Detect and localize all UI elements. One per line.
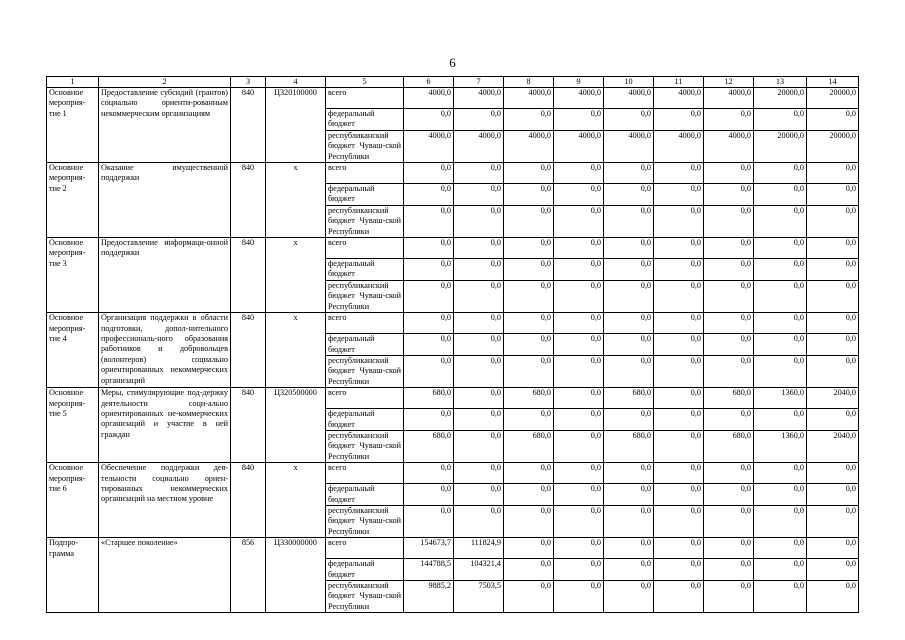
amount-cell: 680,0: [604, 430, 654, 462]
amount-cell: 0,0: [454, 109, 504, 131]
amount-cell: 0,0: [654, 205, 704, 237]
amount-cell: 0,0: [554, 484, 604, 506]
amount-cell: 0,0: [704, 109, 754, 131]
measure-type-cell: Подпро-грамма: [47, 538, 99, 613]
amount-cell: 4000,0: [654, 130, 704, 162]
amount-cell: 0,0: [504, 238, 554, 259]
column-number: 3: [231, 77, 266, 88]
amount-cell: 0,0: [807, 109, 859, 131]
amount-cell: 0,0: [554, 280, 604, 312]
amount-cell: 0,0: [704, 334, 754, 356]
amount-cell: 0,0: [604, 463, 654, 484]
measure-name-cell: Обеспечение поддержки дея-тельности социально ориен-тированных некоммерческих организаций на местном уровне: [99, 463, 231, 538]
budget-code-cell: Ц320100000: [266, 88, 326, 163]
funding-source-cell: федеральный бюджет: [326, 334, 404, 356]
amount-cell: 0,0: [754, 484, 807, 506]
funding-source-cell: республиканский бюджет Чуваш-ской Республики: [326, 430, 404, 462]
amount-cell: 0,0: [807, 238, 859, 259]
budget-code-cell: х: [266, 313, 326, 388]
amount-cell: 0,0: [454, 313, 504, 334]
column-number: 9: [554, 77, 604, 88]
amount-cell: 0,0: [404, 205, 454, 237]
amount-cell: 0,0: [807, 259, 859, 281]
amount-cell: 0,0: [754, 238, 807, 259]
amount-cell: 0,0: [754, 184, 807, 206]
amount-cell: 2040,0: [807, 430, 859, 462]
amount-cell: 0,0: [604, 581, 654, 613]
amount-cell: 0,0: [604, 109, 654, 131]
amount-cell: 0,0: [504, 109, 554, 131]
amount-cell: 0,0: [704, 559, 754, 581]
amount-cell: 0,0: [554, 313, 604, 334]
amount-cell: 0,0: [504, 334, 554, 356]
amount-cell: 4000,0: [504, 130, 554, 162]
amount-cell: 4000,0: [604, 130, 654, 162]
amount-cell: 0,0: [554, 109, 604, 131]
amount-cell: 0,0: [554, 163, 604, 184]
amount-cell: 0,0: [654, 163, 704, 184]
amount-cell: 680,0: [404, 388, 454, 409]
amount-cell: 0,0: [654, 430, 704, 462]
amount-cell: 0,0: [704, 238, 754, 259]
amount-cell: 0,0: [554, 538, 604, 559]
measure-name-cell: Оказание имущественной поддержки: [99, 163, 231, 238]
amount-cell: 0,0: [654, 559, 704, 581]
grbs-code-cell: 856: [231, 538, 266, 613]
amount-cell: 0,0: [404, 184, 454, 206]
amount-cell: 0,0: [454, 505, 504, 537]
amount-cell: 0,0: [554, 334, 604, 356]
amount-cell: 680,0: [404, 430, 454, 462]
amount-cell: 0,0: [604, 205, 654, 237]
amount-cell: 0,0: [654, 484, 704, 506]
amount-cell: 0,0: [604, 280, 654, 312]
measure-name-cell: Меры, стимулирующие под-держку деятельности соци-ально ориентированных не-коммерческих организаций и участие в ней граждан: [99, 388, 231, 463]
funding-source-cell: федеральный бюджет: [326, 559, 404, 581]
amount-cell: 104321,4: [454, 559, 504, 581]
amount-cell: 0,0: [754, 559, 807, 581]
amount-cell: 0,0: [504, 355, 554, 387]
amount-cell: 0,0: [704, 163, 754, 184]
amount-cell: 0,0: [654, 238, 704, 259]
amount-cell: 680,0: [704, 388, 754, 409]
amount-cell: 20000,0: [754, 130, 807, 162]
amount-cell: 20000,0: [807, 130, 859, 162]
amount-cell: 0,0: [454, 238, 504, 259]
measure-name-cell: Организация поддержки в области подготовки, допол-нительного профессиональ-ного образования работников и добровольцев (волонтеров) социально ориентированных некоммерческих организаций: [99, 313, 231, 388]
column-number: 2: [99, 77, 231, 88]
amount-cell: 0,0: [554, 463, 604, 484]
amount-cell: 1360,0: [754, 388, 807, 409]
amount-cell: 4000,0: [404, 130, 454, 162]
amount-cell: 0,0: [704, 355, 754, 387]
funding-source-cell: всего: [326, 538, 404, 559]
amount-cell: 0,0: [554, 505, 604, 537]
amount-cell: 154673,7: [404, 538, 454, 559]
amount-cell: 0,0: [704, 409, 754, 431]
column-number: 6: [404, 77, 454, 88]
amount-cell: 680,0: [504, 430, 554, 462]
funding-source-cell: федеральный бюджет: [326, 259, 404, 281]
amount-cell: 0,0: [654, 334, 704, 356]
column-number: 8: [504, 77, 554, 88]
amount-cell: 0,0: [604, 409, 654, 431]
budget-code-cell: Ц320500000: [266, 388, 326, 463]
amount-cell: 9885,2: [404, 581, 454, 613]
amount-cell: 0,0: [404, 280, 454, 312]
amount-cell: 0,0: [404, 163, 454, 184]
measure-type-cell: Основное мероприя-тие 3: [47, 238, 99, 313]
amount-cell: 0,0: [404, 463, 454, 484]
amount-cell: 0,0: [807, 505, 859, 537]
amount-cell: 0,0: [404, 334, 454, 356]
amount-cell: 0,0: [704, 205, 754, 237]
amount-cell: 0,0: [454, 355, 504, 387]
amount-cell: 0,0: [807, 409, 859, 431]
amount-cell: 0,0: [654, 259, 704, 281]
amount-cell: 0,0: [454, 334, 504, 356]
funding-source-cell: всего: [326, 88, 404, 109]
amount-cell: 0,0: [807, 538, 859, 559]
amount-cell: 144788,5: [404, 559, 454, 581]
amount-cell: 0,0: [404, 409, 454, 431]
funding-source-cell: республиканский бюджет Чуваш-ской Республики: [326, 280, 404, 312]
budget-code-cell: х: [266, 238, 326, 313]
amount-cell: 0,0: [754, 313, 807, 334]
amount-cell: 0,0: [604, 484, 654, 506]
amount-cell: 0,0: [454, 430, 504, 462]
measure-type-cell: Основное мероприя-тие 4: [47, 313, 99, 388]
column-number-row: [47, 77, 859, 88]
amount-cell: 0,0: [604, 184, 654, 206]
measure-type-cell: Основное мероприя-тие 2: [47, 163, 99, 238]
column-number: 10: [604, 77, 654, 88]
amount-cell: 0,0: [807, 205, 859, 237]
amount-cell: 0,0: [454, 184, 504, 206]
amount-cell: 0,0: [554, 184, 604, 206]
amount-cell: 0,0: [504, 313, 554, 334]
amount-cell: 0,0: [807, 559, 859, 581]
amount-cell: 0,0: [754, 259, 807, 281]
amount-cell: 2040,0: [807, 388, 859, 409]
amount-cell: 0,0: [807, 463, 859, 484]
amount-cell: 0,0: [554, 238, 604, 259]
amount-cell: 0,0: [454, 409, 504, 431]
amount-cell: 4000,0: [654, 88, 704, 109]
amount-cell: 0,0: [754, 280, 807, 312]
funding-source-cell: всего: [326, 313, 404, 334]
table-row: [47, 313, 859, 334]
column-number: 13: [754, 77, 807, 88]
amount-cell: 20000,0: [807, 88, 859, 109]
amount-cell: 1360,0: [754, 430, 807, 462]
amount-cell: 0,0: [554, 259, 604, 281]
funding-source-cell: всего: [326, 388, 404, 409]
budget-table: [46, 76, 859, 613]
amount-cell: 0,0: [654, 463, 704, 484]
column-number: 11: [654, 77, 704, 88]
amount-cell: 0,0: [754, 334, 807, 356]
amount-cell: 0,0: [504, 184, 554, 206]
amount-cell: 0,0: [504, 463, 554, 484]
table-row: [47, 463, 859, 484]
amount-cell: 4000,0: [704, 130, 754, 162]
amount-cell: 7503,5: [454, 581, 504, 613]
funding-source-cell: республиканский бюджет Чуваш-ской Республики: [326, 505, 404, 537]
amount-cell: 0,0: [807, 581, 859, 613]
amount-cell: 4000,0: [454, 88, 504, 109]
amount-cell: 0,0: [604, 334, 654, 356]
amount-cell: 0,0: [454, 205, 504, 237]
amount-cell: 0,0: [754, 505, 807, 537]
amount-cell: 4000,0: [704, 88, 754, 109]
amount-cell: 0,0: [754, 109, 807, 131]
amount-cell: 0,0: [604, 505, 654, 537]
amount-cell: 4000,0: [554, 130, 604, 162]
funding-source-cell: федеральный бюджет: [326, 184, 404, 206]
amount-cell: 0,0: [504, 581, 554, 613]
amount-cell: 0,0: [454, 280, 504, 312]
table-row: [47, 388, 859, 409]
amount-cell: 0,0: [454, 463, 504, 484]
amount-cell: 0,0: [504, 163, 554, 184]
amount-cell: 0,0: [404, 313, 454, 334]
amount-cell: 4000,0: [404, 88, 454, 109]
amount-cell: 0,0: [604, 559, 654, 581]
amount-cell: 680,0: [504, 388, 554, 409]
funding-source-cell: федеральный бюджет: [326, 109, 404, 131]
amount-cell: 0,0: [704, 313, 754, 334]
amount-cell: 0,0: [807, 484, 859, 506]
amount-cell: 0,0: [404, 355, 454, 387]
funding-source-cell: республиканский бюджет Чуваш-ской Республики: [326, 355, 404, 387]
amount-cell: 0,0: [554, 388, 604, 409]
amount-cell: 0,0: [504, 538, 554, 559]
amount-cell: 0,0: [807, 163, 859, 184]
funding-source-cell: республиканский бюджет Чуваш-ской Республики: [326, 130, 404, 162]
measure-type-cell: Основное мероприя-тие 6: [47, 463, 99, 538]
table-row: [47, 163, 859, 184]
grbs-code-cell: 840: [231, 88, 266, 163]
amount-cell: 0,0: [554, 355, 604, 387]
amount-cell: 0,0: [754, 538, 807, 559]
amount-cell: 0,0: [807, 184, 859, 206]
amount-cell: 0,0: [754, 205, 807, 237]
funding-source-cell: республиканский бюджет Чуваш-ской Республики: [326, 205, 404, 237]
amount-cell: 0,0: [807, 313, 859, 334]
amount-cell: 0,0: [554, 581, 604, 613]
amount-cell: 0,0: [807, 334, 859, 356]
measure-name-cell: Предоставление информаци-онной поддержки: [99, 238, 231, 313]
grbs-code-cell: 840: [231, 238, 266, 313]
amount-cell: 0,0: [504, 505, 554, 537]
funding-source-cell: всего: [326, 238, 404, 259]
column-number: 7: [454, 77, 504, 88]
amount-cell: 0,0: [404, 238, 454, 259]
amount-cell: 0,0: [754, 581, 807, 613]
amount-cell: 0,0: [704, 280, 754, 312]
amount-cell: 0,0: [404, 259, 454, 281]
amount-cell: 0,0: [704, 538, 754, 559]
amount-cell: 0,0: [704, 184, 754, 206]
table-row: [47, 88, 859, 109]
funding-source-cell: всего: [326, 463, 404, 484]
measure-name-cell: «Старшее поколение»: [99, 538, 231, 613]
amount-cell: 0,0: [654, 109, 704, 131]
grbs-code-cell: 840: [231, 388, 266, 463]
amount-cell: 0,0: [504, 280, 554, 312]
amount-cell: 0,0: [654, 184, 704, 206]
amount-cell: 0,0: [454, 163, 504, 184]
amount-cell: 111824,9: [454, 538, 504, 559]
amount-cell: 0,0: [704, 484, 754, 506]
amount-cell: 0,0: [654, 409, 704, 431]
measure-type-cell: Основное мероприя-тие 1: [47, 88, 99, 163]
amount-cell: 0,0: [654, 388, 704, 409]
column-number: 1: [47, 77, 99, 88]
amount-cell: 0,0: [554, 409, 604, 431]
grbs-code-cell: 840: [231, 313, 266, 388]
table-row: [47, 238, 859, 259]
amount-cell: 0,0: [504, 484, 554, 506]
amount-cell: 0,0: [807, 355, 859, 387]
amount-cell: 0,0: [404, 484, 454, 506]
amount-cell: 0,0: [404, 505, 454, 537]
amount-cell: 0,0: [604, 355, 654, 387]
amount-cell: 0,0: [654, 280, 704, 312]
amount-cell: 680,0: [704, 430, 754, 462]
amount-cell: 0,0: [504, 409, 554, 431]
amount-cell: 0,0: [754, 409, 807, 431]
amount-cell: 0,0: [704, 505, 754, 537]
column-number: 12: [704, 77, 754, 88]
funding-source-cell: федеральный бюджет: [326, 409, 404, 431]
amount-cell: 0,0: [654, 505, 704, 537]
column-number: 5: [326, 77, 404, 88]
amount-cell: 0,0: [554, 430, 604, 462]
grbs-code-cell: 840: [231, 463, 266, 538]
funding-source-cell: всего: [326, 163, 404, 184]
table-row: [47, 538, 859, 559]
amount-cell: 0,0: [654, 538, 704, 559]
budget-code-cell: х: [266, 163, 326, 238]
amount-cell: 0,0: [454, 388, 504, 409]
amount-cell: 0,0: [704, 581, 754, 613]
amount-cell: 0,0: [654, 313, 704, 334]
amount-cell: 0,0: [504, 559, 554, 581]
amount-cell: 0,0: [454, 484, 504, 506]
amount-cell: 0,0: [654, 355, 704, 387]
amount-cell: 0,0: [754, 355, 807, 387]
measure-name-cell: Предоставление субсидий (грантов) социально ориенти-рованным некоммерческим организациям: [99, 88, 231, 163]
amount-cell: 4000,0: [604, 88, 654, 109]
amount-cell: 0,0: [654, 581, 704, 613]
amount-cell: 0,0: [754, 163, 807, 184]
amount-cell: 0,0: [604, 538, 654, 559]
amount-cell: 4000,0: [454, 130, 504, 162]
amount-cell: 4000,0: [504, 88, 554, 109]
funding-source-cell: федеральный бюджет: [326, 484, 404, 506]
amount-cell: 0,0: [704, 463, 754, 484]
amount-cell: 0,0: [604, 238, 654, 259]
amount-cell: 0,0: [404, 109, 454, 131]
amount-cell: 0,0: [604, 313, 654, 334]
amount-cell: 680,0: [604, 388, 654, 409]
amount-cell: 0,0: [704, 259, 754, 281]
amount-cell: 0,0: [754, 463, 807, 484]
amount-cell: 0,0: [554, 559, 604, 581]
funding-source-cell: республиканский бюджет Чуваш-ской Республики: [326, 581, 404, 613]
amount-cell: 0,0: [604, 259, 654, 281]
grbs-code-cell: 840: [231, 163, 266, 238]
column-number: 4: [266, 77, 326, 88]
page-number: 6: [449, 55, 456, 70]
amount-cell: 0,0: [604, 163, 654, 184]
measure-type-cell: Основное мероприя-тие 5: [47, 388, 99, 463]
amount-cell: 0,0: [454, 259, 504, 281]
amount-cell: 4000,0: [554, 88, 604, 109]
column-number: 14: [807, 77, 859, 88]
amount-cell: 0,0: [504, 205, 554, 237]
amount-cell: 0,0: [807, 280, 859, 312]
amount-cell: 20000,0: [754, 88, 807, 109]
amount-cell: 0,0: [554, 205, 604, 237]
budget-code-cell: Ц330000000: [266, 538, 326, 613]
amount-cell: 0,0: [504, 259, 554, 281]
budget-code-cell: х: [266, 463, 326, 538]
